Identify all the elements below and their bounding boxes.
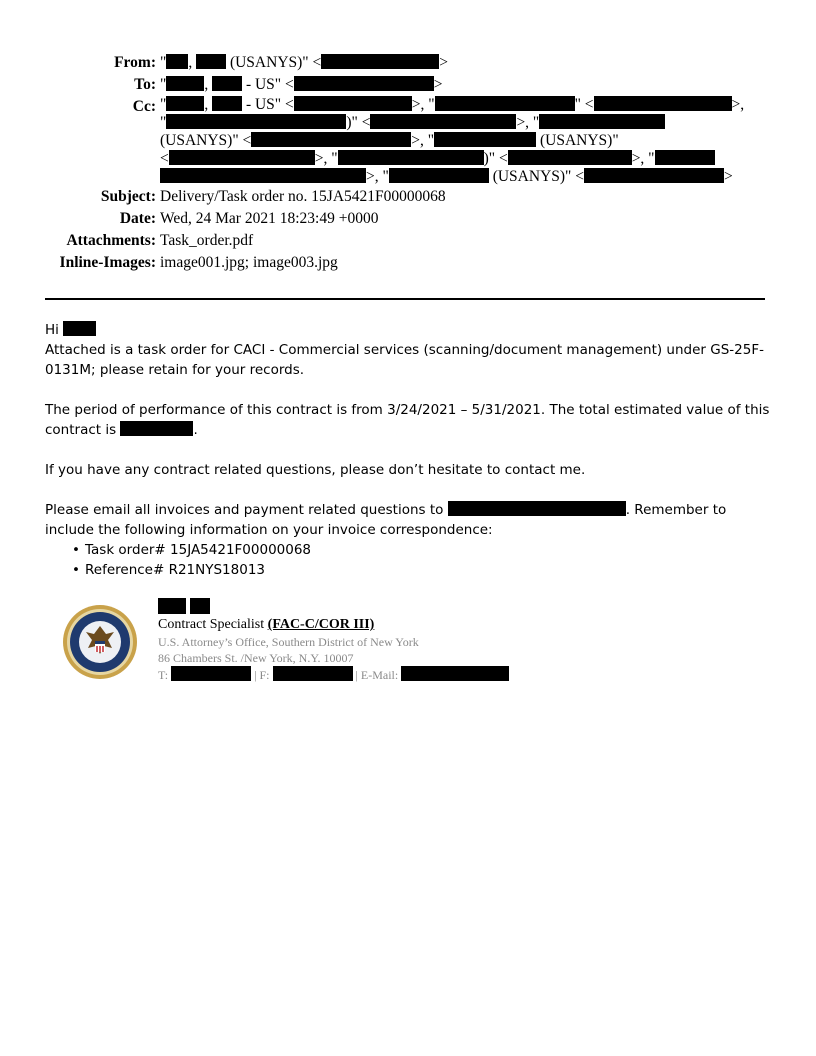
redaction (539, 114, 665, 129)
subject-row (0, 186, 816, 208)
cc-line: " , - US" < >, " " < >, (160, 96, 745, 113)
office-name: U.S. Attorney’s Office, Southern District of New York (158, 635, 419, 649)
redaction (434, 132, 536, 147)
redaction (166, 76, 204, 91)
redaction (389, 168, 489, 183)
redaction (251, 132, 411, 147)
redaction (166, 54, 188, 69)
inline-images-label: Inline-Images: (59, 254, 156, 271)
certification-link[interactable]: (FAC-C/COR III) (267, 617, 375, 632)
list-item: • Reference# R21NYS18013 (85, 560, 770, 580)
cc-line: < >, " )" < >, " (160, 150, 770, 168)
redaction (120, 421, 193, 436)
redaction (273, 666, 353, 681)
redaction (160, 168, 366, 183)
cc-line: (USANYS)" < >, " (USANYS)" (160, 132, 619, 149)
redaction (370, 114, 516, 129)
header-divider (45, 298, 765, 300)
inline-images-value: image001.jpg; image003.jpg (160, 254, 338, 271)
redaction (171, 666, 251, 681)
to-value: " , - US" < > (160, 76, 443, 93)
redaction (212, 96, 242, 111)
redaction (401, 666, 509, 681)
redaction (435, 96, 575, 111)
date-row (0, 208, 816, 230)
doj-seal-icon (62, 604, 138, 680)
redaction (196, 54, 226, 69)
redaction (158, 598, 186, 614)
greeting: Hi (45, 320, 770, 340)
to-row (0, 74, 816, 96)
subject-value: Delivery/Task order no. 15JA5421F00000068 (160, 188, 446, 205)
signature-name (158, 598, 509, 616)
questions-paragraph: If you have any contract related questions, please don’t hesitate to contact me. (45, 462, 586, 478)
office-address: 86 Chambers St. /New York, N.Y. 10007 (158, 651, 354, 665)
redaction (584, 168, 724, 183)
attachments-row (0, 230, 816, 252)
attachments-value[interactable]: Task_order.pdf (160, 232, 254, 249)
redaction (166, 114, 346, 129)
period-paragraph: The period of performance of this contract is from 3/24/2021 – 5/31/2021. The total estimated value of this contract is . (45, 402, 770, 438)
invoices-paragraph: Please email all invoices and payment related questions to . Remember to include the following information on your invoice correspondence: (45, 502, 727, 538)
redaction (338, 150, 484, 165)
cc-value (160, 96, 770, 186)
cc-line: >, " (USANYS)" < > (160, 168, 770, 186)
body-paragraph: Attached is a task order for CACI - Commercial services (scanning/document management) under GS-25F-0131M; please retain for your records. (45, 342, 764, 378)
redaction (63, 321, 96, 336)
date-label: Date: (119, 210, 156, 227)
date-value: Wed, 24 Mar 2021 18:23:49 +0000 (160, 210, 379, 227)
redaction (508, 150, 632, 165)
attachments-label: Attachments: (66, 232, 156, 249)
redaction (594, 96, 732, 111)
signature-text (158, 598, 509, 683)
redaction (655, 150, 715, 165)
redaction (294, 76, 434, 91)
invoice-info-list (45, 540, 770, 580)
inline-images-row (0, 252, 816, 274)
subject-label: Subject: (100, 188, 156, 205)
signature-block (62, 598, 562, 688)
redaction (166, 96, 204, 111)
email-body (45, 320, 770, 580)
cc-row (0, 96, 816, 186)
cc-label: Cc: (132, 98, 156, 115)
cc-line: " )" < >, " (160, 114, 770, 132)
list-item: • Task order# 15JA5421F00000068 (85, 540, 770, 560)
redaction (190, 598, 210, 614)
from-label: From: (114, 54, 156, 71)
to-label: To: (134, 76, 156, 93)
from-row (0, 52, 816, 74)
redaction (169, 150, 315, 165)
contact-line: T: | F: | E-Mail: (158, 666, 509, 683)
signature-title: Contract Specialist (FAC-C/COR III) (158, 617, 375, 632)
email-header (0, 52, 816, 274)
from-value: " , (USANYS)" < > (160, 54, 448, 71)
redaction (448, 501, 626, 516)
redaction (212, 76, 242, 91)
redaction (321, 54, 439, 69)
redaction (294, 96, 412, 111)
